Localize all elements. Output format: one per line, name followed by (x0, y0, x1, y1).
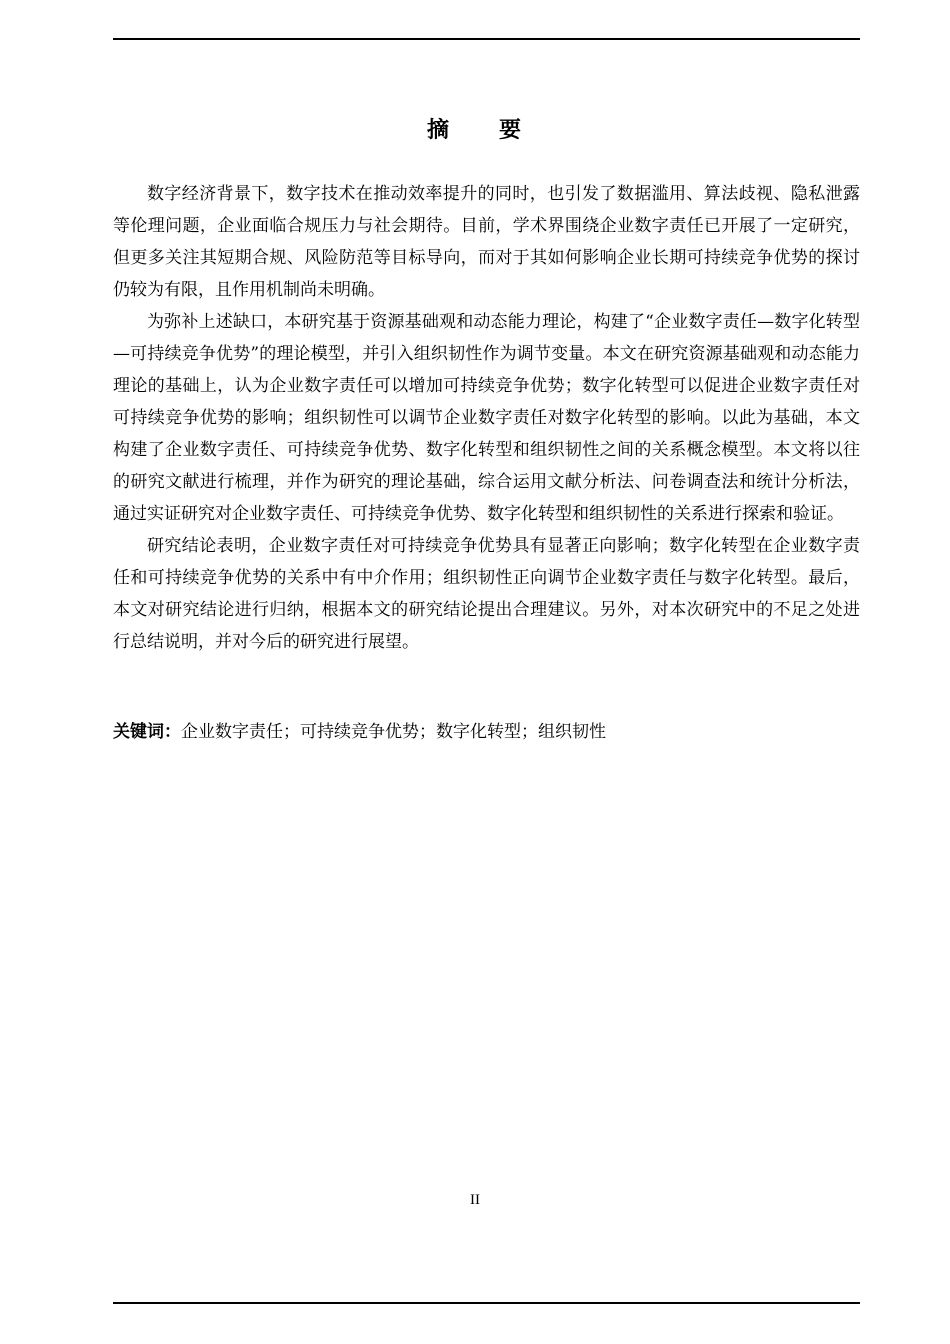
page-number: II (470, 1192, 480, 1208)
abstract-paragraph-2: 为弥补上述缺口，本研究基于资源基础观和动态能力理论，构建了“企业数字责任—数字化转型—可持续竞争优势”的理论模型，并引入组织韧性作为调节变量。本文在研究资源基础观和动态能力理论的基础上，认为企业数字责任可以增加可持续竞争优势；数字化转型可以促进企业数字责任对可持续竞争优势的影响；组织韧性可以调节企业数字责任对数字化转型的影响。以此为基础，本文构建了企业数字责任、可持续竞争优势、数字化转型和组织韧性之间的关系概念模型。本文将以往的研究文献进行梳理，并作为研究的理论基础，综合运用文献分析法、问卷调查法和统计分析法，通过实证研究对企业数字责任、可持续竞争优势、数字化转型和组织韧性的关系进行探索和验证。 (113, 312, 860, 524)
abstract-body (113, 178, 860, 658)
page-title (0, 116, 950, 146)
title-char-2: 要 (499, 118, 524, 143)
keywords-line (113, 716, 860, 748)
footer-rule (113, 1302, 860, 1304)
title-char-1: 摘 (426, 118, 451, 143)
abstract-paragraph-3: 研究结论表明，企业数字责任对可持续竞争优势具有显著正向影响；数字化转型在企业数字责任和可持续竞争优势的关系中有中介作用；组织韧性正向调节企业数字责任与数字化转型。最后，本文对研究结论进行归纳，根据本文的研究结论提出合理建议。另外，对本次研究中的不足之处进行总结说明，并对今后的研究进行展望。 (113, 536, 860, 652)
header-rule (113, 38, 860, 40)
abstract-paragraph-1: 数字经济背景下，数字技术在推动效率提升的同时，也引发了数据滥用、算法歧视、隐私泄露等伦理问题，企业面临合规压力与社会期待。目前，学术界围绕企业数字责任已开展了一定研究，但更多关注其短期合规、风险防范等目标导向，而对于其如何影响企业长期可持续竞争优势的探讨仍较为有限，且作用机制尚未明确。 (113, 184, 860, 300)
keywords-label: 关键词： (113, 722, 181, 742)
keywords-value: 企业数字责任；可持续竞争优势；数字化转型；组织韧性 (181, 722, 606, 742)
